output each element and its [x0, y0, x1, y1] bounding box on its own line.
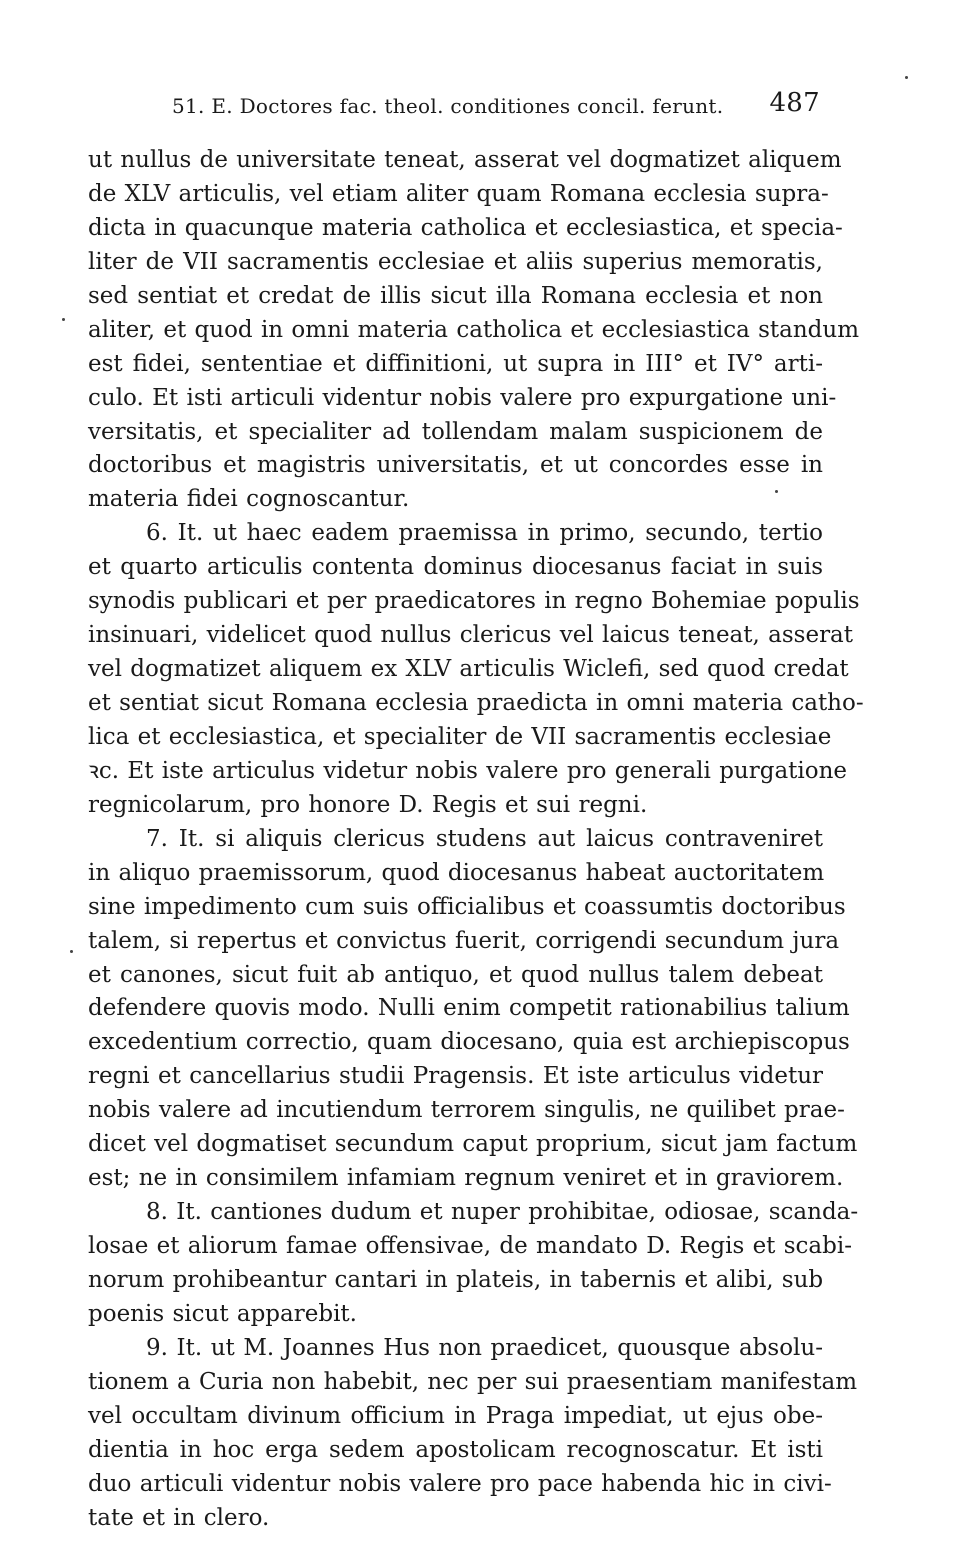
text-line: defendere quovis modo. Nulli enim competit rationabilius talium — [88, 995, 850, 1022]
text-line: materia fidei cognoscantur. — [88, 486, 410, 513]
text-line: losae et aliorum famae offensivae, de mandato D. Regis et scabi- — [88, 1233, 852, 1259]
text-line: liter de VII sacramentis ecclesiae et aliis superius memoratis, — [88, 248, 823, 275]
text-line: de XLV articulis, vel etiam aliter quam Romana ecclesia supra- — [88, 180, 829, 207]
paragraph-8-start: 8. It. cantiones dudum et nuper prohibitae, odiosae, scanda- — [146, 1199, 859, 1226]
text-line: ꝛc. Et iste articulus videtur nobis valere pro generali purgatione — [88, 757, 848, 784]
running-head-title: 51. E. Doctores fac. theol. conditiones concil. ferunt. — [172, 94, 724, 118]
text-line: lica et ecclesiastica, et specialiter de VII sacramentis ecclesiae — [88, 723, 832, 750]
text-line: et quarto articulis contenta dominus diocesanus faciat in suis — [88, 554, 823, 581]
text-line: insinuari, videlicet quod nullus clericus vel laicus teneat, asserat — [88, 622, 854, 649]
text-line: est; ne in consimilem infamiam regnum veniret et in graviorem. — [88, 1165, 844, 1192]
text-line: norum prohibeantur cantari in plateis, in tabernis et alibi, sub — [88, 1266, 824, 1293]
body-text — [88, 144, 864, 1535]
print-speck — [775, 490, 778, 493]
text-line: in aliquo praemissorum, quod diocesanus habeat auctoritatem — [88, 859, 825, 886]
text-line: regnicolarum, pro honore D. Regis et sui regni. — [88, 791, 648, 818]
text-line: et sentiat sicut Romana ecclesia praedicta in omni materia catho- — [88, 690, 864, 716]
paragraph-9-start: 9. It. ut M. Joannes Hus non praedicet, quousque absolu- — [146, 1334, 823, 1361]
text-line: dicta in quacunque materia catholica et ecclesiastica, et specia- — [88, 214, 843, 241]
text-line: vel occultam divinum officium in Praga impediat, ut ejus obe- — [88, 1402, 823, 1429]
text-line: nobis valere ad incutiendum terrorem singulis, ne quilibet prae- — [88, 1097, 845, 1124]
text-line: duo articuli videntur nobis valere pro pace habenda hic in civi- — [88, 1470, 832, 1497]
text-line: dicet vel dogmatiset secundum caput proprium, sicut jam factum — [88, 1131, 858, 1158]
text-line: excedentium correctio, quam diocesano, quia est archiepiscopus — [88, 1029, 850, 1056]
text-line: tionem a Curia non habebit, nec per sui praesentiam manifestam — [88, 1368, 858, 1395]
text-line: sine impedimento cum suis officialibus et coassumtis doctoribus — [88, 893, 846, 920]
paragraph-6-start: 6. It. ut haec eadem praemissa in primo, secundo, tertio — [146, 520, 823, 547]
print-speck — [70, 950, 73, 953]
running-head — [172, 88, 820, 124]
text-line: tate et in clero. — [88, 1504, 270, 1531]
text-line: regni et cancellarius studii Pragensis. Et iste articulus videtur — [88, 1063, 823, 1090]
text-line: talem, si repertus et convictus fuerit, corrigendi secundum jura — [88, 927, 840, 954]
text-line: ut nullus de universitate teneat, asserat vel dogmatizet aliquem — [88, 147, 842, 173]
text-line: doctoribus et magistris universitatis, et ut concordes esse in — [88, 452, 823, 479]
text-line: synodis publicari et per praedicatores in regno Bohemiae populis — [88, 588, 860, 615]
paragraph-7-start: 7. It. si aliquis clericus studens aut laicus contraveniret — [146, 825, 823, 852]
text-line: culo. Et isti articuli videntur nobis valere pro expurgatione uni- — [88, 384, 837, 411]
text-line: sed sentiat et credat de illis sicut illa Romana ecclesia et non — [88, 282, 823, 309]
print-speck — [905, 76, 908, 79]
print-speck — [62, 318, 65, 321]
text-line: et canones, sicut fuit ab antiquo, et quod nullus talem debeat — [88, 961, 823, 988]
text-line: est fidei, sententiae et diffinitioni, ut supra in III° et IV° arti- — [88, 350, 823, 377]
page-number: 487 — [769, 88, 820, 118]
text-line: vel dogmatizet aliquem ex XLV articulis Wiclefi, sed quod credat — [88, 656, 849, 683]
text-line: versitatis, et specialiter ad tollendam malam suspicionem de — [88, 418, 823, 445]
text-line: dientia in hoc erga sedem apostolicam recognoscatur. Et isti — [88, 1436, 823, 1463]
text-line: poenis sicut apparebit. — [88, 1300, 357, 1327]
text-line: aliter, et quod in omni materia catholica et ecclesiastica standum — [88, 316, 860, 343]
